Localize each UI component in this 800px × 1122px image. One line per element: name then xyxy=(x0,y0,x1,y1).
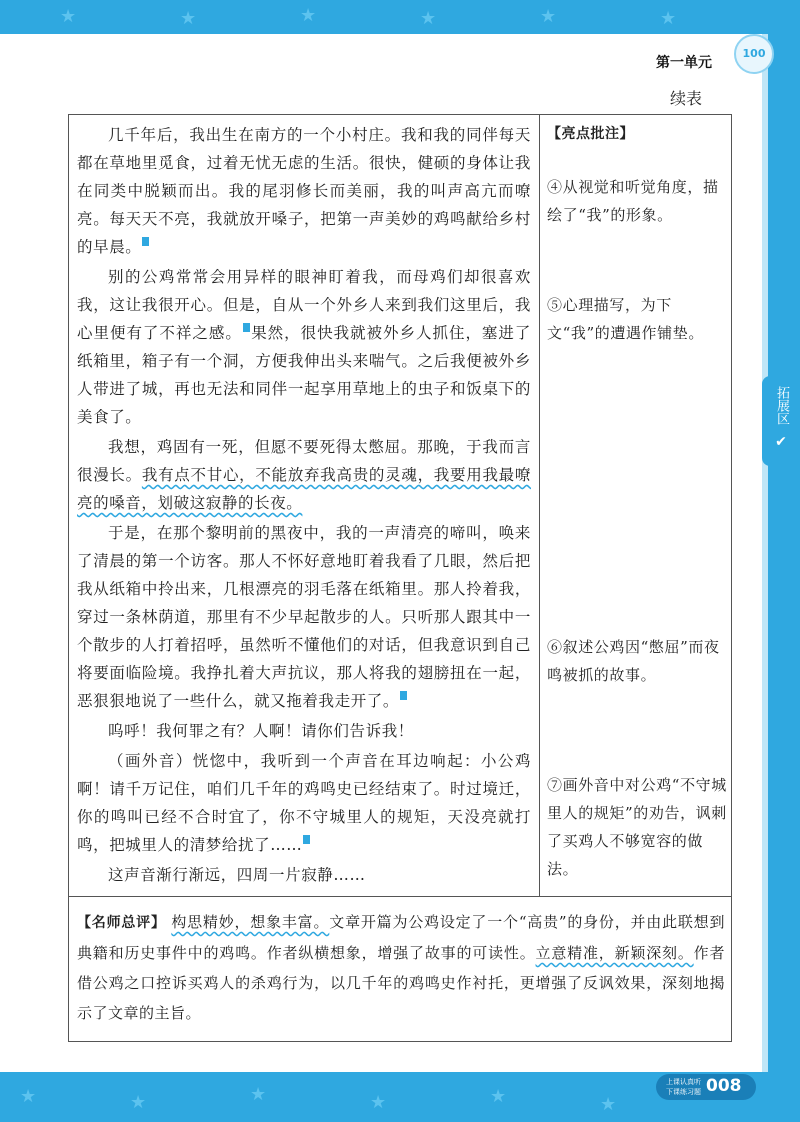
top-frame xyxy=(0,0,800,34)
note-5: ⑤心理描写，为下文“我”的遭遇作铺垫。 xyxy=(547,296,704,342)
star-icon: ★ xyxy=(660,8,677,29)
content-table xyxy=(68,114,732,1042)
star-icon: ★ xyxy=(300,5,317,26)
paragraph-1 xyxy=(77,121,531,261)
note-6: ⑥叙述公鸡因“憋屈”而夜鸣被抓的故事。 xyxy=(547,638,720,684)
footer-slogan xyxy=(666,1077,706,1097)
star-icon: ★ xyxy=(20,1086,37,1107)
right-frame xyxy=(768,0,800,1122)
summary-text-2: 作者借公鸡之口控诉买鸡人的杀鸡行为，以几千年的鸡鸣史作衬托，更增强了反讽效果，深刻地揭示了文章的主旨。 xyxy=(77,944,725,1022)
row-divider xyxy=(69,896,731,897)
side-tab[interactable] xyxy=(762,376,800,466)
star-icon: ★ xyxy=(420,8,437,29)
paragraph-text: 果然，很快我就被外乡人抓住，塞进了纸箱里，箱子有一个洞，方便我伸出头来喘气。之后我便被外乡人带进了城，再也无法和同伴一起享用草地上的虫子和饭桌下的美食了。 xyxy=(77,324,531,426)
teacher-summary xyxy=(77,907,725,1028)
paragraph-5 xyxy=(77,717,531,745)
notes-column xyxy=(547,121,727,176)
annotation-marker-icon xyxy=(142,237,149,246)
paragraph-3 xyxy=(77,433,531,517)
summary-text-1: 文章开篇为公鸡设定了一个“高贵”的身份，并由此联想到典籍和历史事件中的鸡鸣。作者纵横想象，增强了故事的可读性。 xyxy=(77,913,725,962)
paragraph-text: 这声音渐行渐远，四周一片寂静…… xyxy=(108,866,366,884)
notes-heading: 【亮点批注】 xyxy=(547,126,634,142)
summary-heading: 【名师总评】 xyxy=(77,915,166,931)
logo-badge: 100 xyxy=(734,34,774,74)
star-icon: ★ xyxy=(600,1094,617,1115)
essay-body xyxy=(77,121,531,891)
check-icon: ✔ xyxy=(775,434,787,450)
side-tab-label: 拓展区 xyxy=(774,386,789,425)
paragraph-text: 我想，鸡固有一死，但愿不要死得太憋屈。那晚，于我而言很漫长。 xyxy=(77,438,531,484)
paragraph-4 xyxy=(77,519,531,715)
star-icon: ★ xyxy=(180,8,197,29)
slogan-line-2: 下课练习题 xyxy=(666,1088,701,1096)
summary-highlight-2: 立意精准，新颖深刻。 xyxy=(535,944,694,962)
star-icon: ★ xyxy=(250,1084,267,1105)
paragraph-7 xyxy=(77,861,531,889)
paragraph-6 xyxy=(77,747,531,859)
column-divider xyxy=(539,115,540,896)
paragraph-text: 呜呼！我何罪之有？人啊！请你们告诉我！ xyxy=(108,722,414,740)
star-icon: ★ xyxy=(540,6,557,27)
paragraph-2 xyxy=(77,263,531,431)
star-icon: ★ xyxy=(490,1086,507,1107)
continued-label: 续表 xyxy=(670,89,703,108)
annotation-marker-icon xyxy=(400,691,407,700)
star-icon: ★ xyxy=(60,6,77,27)
annotation-marker-icon xyxy=(303,835,310,844)
page-number: 008 xyxy=(706,1076,742,1096)
wavy-underlined-text: 我有点不甘心，不能放弃我高贵的灵魂，我要用我最嘹亮的嗓音，划破这寂静的长夜。 xyxy=(77,466,531,512)
note-4: ④从视觉和听觉角度，描绘了“我”的形象。 xyxy=(547,178,719,224)
paragraph-text: （画外音）恍惚中，我听到一个声音在耳边响起：小公鸡啊！请千万记住，咱们几千年的鸡鸣史已经结束了。时过境迁，你的鸣叫已经不合时宜了，你不守城里人的规矩，天没亮就打鸣，把城里人的清梦给扰了…… xyxy=(77,752,531,854)
star-icon: ★ xyxy=(370,1092,387,1113)
star-icon: ★ xyxy=(130,1092,147,1113)
page-number-badge xyxy=(656,1074,756,1100)
annotation-marker-icon xyxy=(243,323,250,332)
unit-title: 第一单元 xyxy=(656,55,712,71)
paragraph-text: 别的公鸡常常会用异样的眼神盯着我，而母鸡们却很喜欢我，这让我很开心。但是，自从一个外乡人来到我们这里后，我心里便有了不祥之感。 xyxy=(77,268,531,342)
summary-highlight-1: 构思精妙，想象丰富。 xyxy=(171,913,330,931)
note-7: ⑦画外音中对公鸡“不守城里人的规矩”的劝告，讽刺了买鸡人不够宽容的做法。 xyxy=(547,776,727,878)
paragraph-text: 于是，在那个黎明前的黑夜中，我的一声清亮的啼叫，唤来了清晨的第一个访客。那人不怀好意地盯着我看了几眼，然后把我从纸箱中拎出来，几根漂亮的羽毛落在纸箱里。那人拎着我，穿过一条林荫道，那里有不少早起散步的人。只听那人跟其中一个散步的人打着招呼，虽然听不懂他们的对话，但我意识到自己将要面临险境。我挣扎着大声抗议，那人将我的翅膀扭在一起，恶狠狠地说了一些什么，就又拖着我走开了。 xyxy=(77,524,531,710)
page-edge xyxy=(762,34,768,1072)
paragraph-text: 几千年后，我出生在南方的一个小村庄。我和我的同伴每天都在草地里觅食，过着无忧无虑的生活。很快，健硕的身体让我在同类中脱颖而出。我的尾羽修长而美丽，我的叫声高亢而嘹亮。每天天不亮，我就放开嗓子，把第一声美妙的鸡鸣献给乡村的早晨。 xyxy=(77,126,531,256)
slogan-line-1: 上课认真听 xyxy=(666,1078,701,1086)
